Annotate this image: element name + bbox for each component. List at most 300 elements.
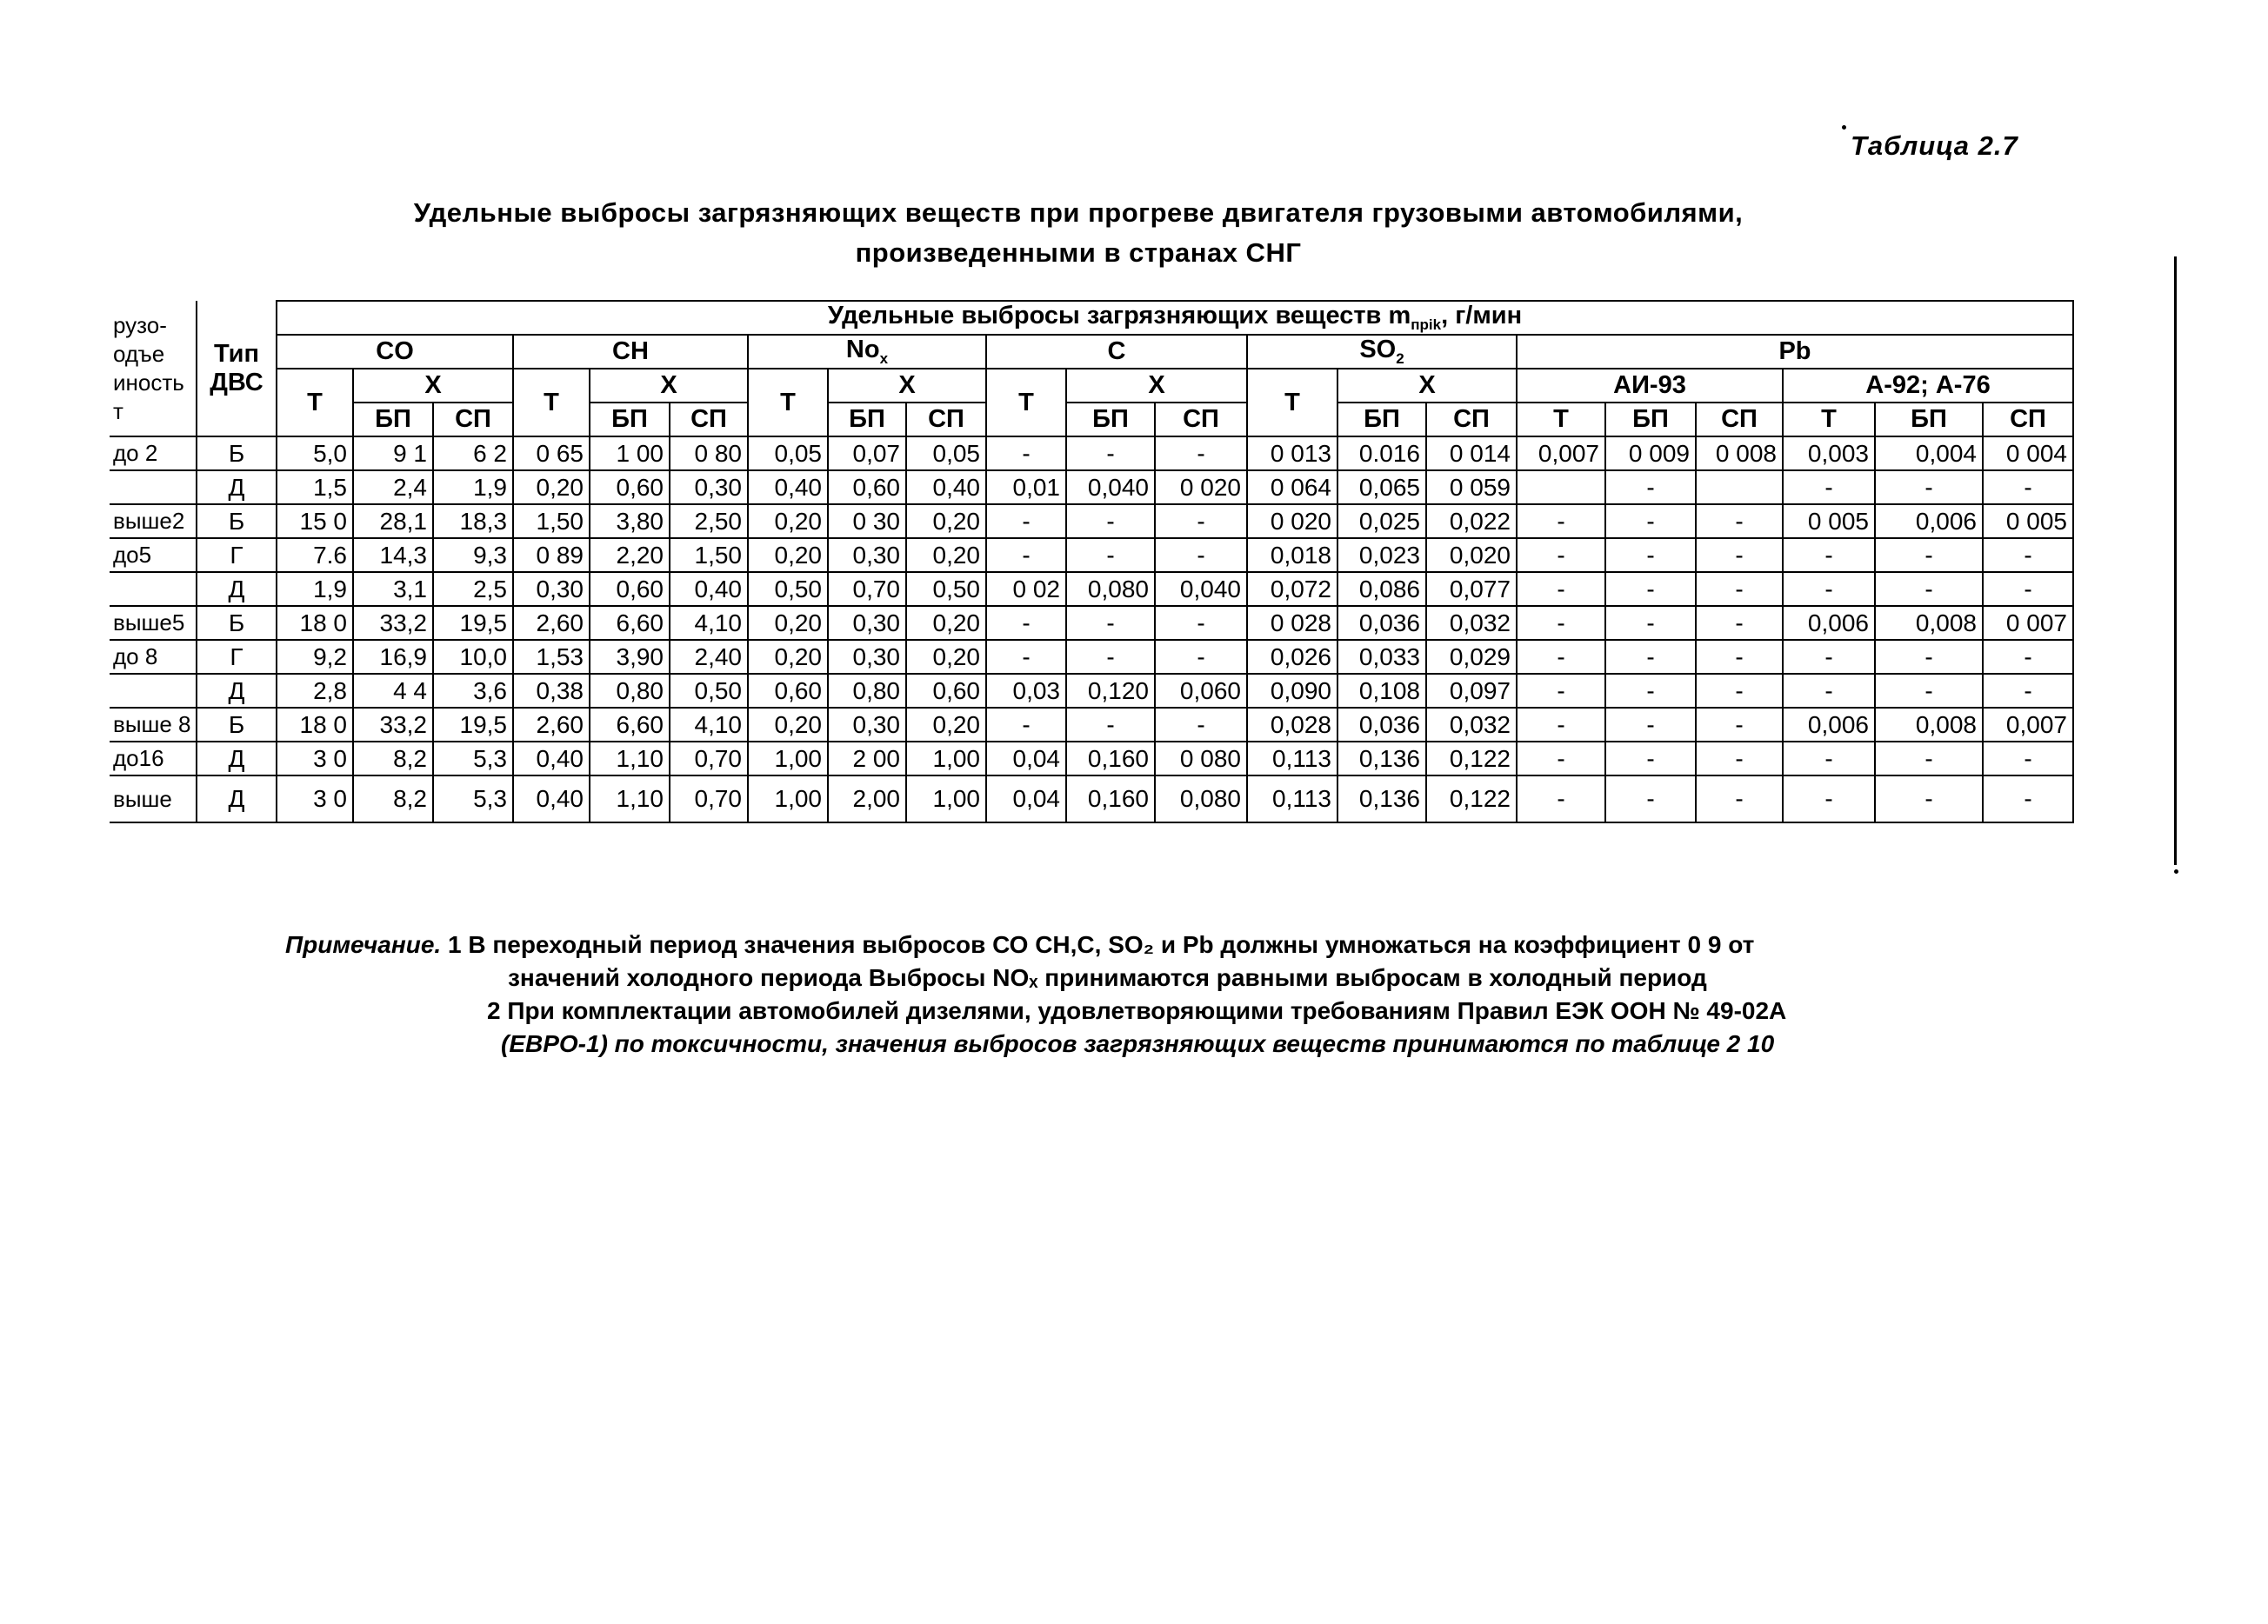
table-row	[110, 538, 2073, 572]
nox-t-cell: 1,00	[748, 742, 828, 775]
ch-header: CH	[513, 335, 748, 369]
nox-t-cell: 0,20	[748, 538, 828, 572]
c-x-sp-cell: 0,040	[1155, 572, 1247, 606]
so2-x-bp-cell: 0,033	[1337, 640, 1426, 674]
c-t-header: Т	[986, 369, 1066, 436]
ch-x-bp-cell: 2,20	[590, 538, 670, 572]
load-capacity-cell: до 8	[110, 640, 197, 674]
pb-ai93-x-sp-cell: -	[1696, 708, 1783, 742]
so2-x-bp-cell: 0,065	[1337, 470, 1426, 504]
load-capacity-cell	[110, 470, 197, 504]
nox-x-bp-cell: 2 00	[828, 742, 906, 775]
so2-x-bp-cell: 0,036	[1337, 708, 1426, 742]
so2-x-sp-cell: 0,122	[1426, 775, 1517, 822]
pb-a92-x-sp-cell: -	[1983, 742, 2073, 775]
pb-ai93-t-cell: -	[1517, 504, 1605, 538]
nox-t-cell: 0,20	[748, 708, 828, 742]
load-header-line: иность	[113, 369, 184, 396]
pb-ai93-t-cell: -	[1517, 775, 1605, 822]
co-t-cell: 1,9	[277, 572, 353, 606]
so2-x-sp-cell: 0,020	[1426, 538, 1517, 572]
so2-t-header: Т	[1247, 369, 1337, 436]
pb-header: Pb	[1517, 335, 2073, 369]
so2-t-cell: 0,113	[1247, 742, 1337, 775]
load-header-line: т	[113, 397, 123, 424]
pb-a92-x-bp-cell: -	[1875, 674, 1983, 708]
co-t-cell: 3 0	[277, 742, 353, 775]
c-x-sp-cell: 0,060	[1155, 674, 1247, 708]
c-x-bp-cell: -	[1066, 436, 1155, 470]
table-row	[110, 606, 2073, 640]
c-t-cell: 0 02	[986, 572, 1066, 606]
so2-x-bp-cell: 0,086	[1337, 572, 1426, 606]
page-edge-rule	[2174, 256, 2177, 865]
ch-x-sp-cell: 0,70	[670, 742, 748, 775]
pb-a92-t-cell: 0,006	[1783, 606, 1875, 640]
header-row-tx	[110, 369, 2073, 403]
engine-type-cell: Г	[197, 538, 277, 572]
co-t-cell: 1,5	[277, 470, 353, 504]
co-t-cell: 15 0	[277, 504, 353, 538]
pb-ai93-x-bp-cell: -	[1605, 775, 1696, 822]
c-t-cell: -	[986, 436, 1066, 470]
ch-x-bp-cell: 0,80	[590, 674, 670, 708]
co-t-cell: 18 0	[277, 606, 353, 640]
so2-t-cell: 0,018	[1247, 538, 1337, 572]
co-x-sp-cell: 19,5	[433, 708, 513, 742]
nox-t-cell: 0,20	[748, 640, 828, 674]
pb-ai93-t-cell: -	[1517, 640, 1605, 674]
note-line-2: значений холодного периода Выбросы NOₓ принимаются равными выбросам в холодный период	[508, 964, 1707, 991]
ch-t-cell: 0,40	[513, 775, 590, 822]
table-row	[110, 504, 2073, 538]
pb-ai93-x-bp-cell: -	[1605, 674, 1696, 708]
nox-x-bp-cell: 0,70	[828, 572, 906, 606]
so2-x-sp-cell: 0,029	[1426, 640, 1517, 674]
pb-a92-t-cell: 0,006	[1783, 708, 1875, 742]
co-t-header: Т	[277, 369, 353, 436]
c-t-cell: -	[986, 708, 1066, 742]
nox-t-cell: 0,20	[748, 504, 828, 538]
nox-t-cell: 0,05	[748, 436, 828, 470]
so2-t-cell: 0 013	[1247, 436, 1337, 470]
nox-header	[748, 335, 986, 369]
co-x-sp-cell: 5,3	[433, 775, 513, 822]
pb-a92-t-cell: -	[1783, 640, 1875, 674]
so2-x-sp-cell: 0,097	[1426, 674, 1517, 708]
ch-sp-header: СП	[670, 403, 748, 436]
pb-ai93-t-cell	[1517, 470, 1605, 504]
pb-ai93-t-cell: -	[1517, 572, 1605, 606]
pb-a92-x-sp-cell: 0 004	[1983, 436, 2073, 470]
co-t-cell: 18 0	[277, 708, 353, 742]
nox-x-bp-cell: 0,30	[828, 708, 906, 742]
table-row	[110, 708, 2073, 742]
so2-x-bp-cell: 0,025	[1337, 504, 1426, 538]
co-x-sp-cell: 9,3	[433, 538, 513, 572]
c-x-sp-cell: -	[1155, 436, 1247, 470]
table-body	[110, 301, 2073, 822]
so2-x-sp-cell: 0,032	[1426, 606, 1517, 640]
note-text-1: 1 В переходный период значения выбросов СО СН,С, SO₂ и Pb должны умножаться на коэффициент 0 9 от	[441, 931, 1755, 958]
so2-x-sp-cell: 0,022	[1426, 504, 1517, 538]
table-row	[110, 674, 2073, 708]
engine-type-cell: Б	[197, 606, 277, 640]
pb-a92-x-sp-cell: -	[1983, 538, 2073, 572]
ch-x-bp-cell: 1 00	[590, 436, 670, 470]
so2-x-bp-cell: 0,023	[1337, 538, 1426, 572]
co-x-sp-cell: 19,5	[433, 606, 513, 640]
load-capacity-cell: выше	[110, 775, 197, 822]
co-x-sp-cell: 3,6	[433, 674, 513, 708]
ch-t-cell: 0 89	[513, 538, 590, 572]
main-header-text: Удельные выбросы загрязняющих веществ m	[827, 302, 1411, 330]
pb-a92-x-bp-cell: 0,004	[1875, 436, 1983, 470]
nox-x-sp-cell: 0,20	[906, 538, 986, 572]
engine-type-cell: Б	[197, 708, 277, 742]
table-note	[285, 928, 1786, 1061]
so2-x-header: Х	[1337, 369, 1517, 403]
emissions-table-wrapper	[110, 300, 2074, 823]
c-x-bp-cell: 0,080	[1066, 572, 1155, 606]
nox-t-cell: 1,00	[748, 775, 828, 822]
nox-t-cell: 0,40	[748, 470, 828, 504]
pb-ai93-t-cell: -	[1517, 538, 1605, 572]
engine-type-cell: Д	[197, 742, 277, 775]
pb-a92-x-bp-cell: -	[1875, 640, 1983, 674]
main-header-subscript: прik	[1411, 316, 1442, 333]
ch-x-sp-cell: 2,50	[670, 504, 748, 538]
ch-x-sp-cell: 0,40	[670, 572, 748, 606]
table-row	[110, 775, 2073, 822]
nox-x-sp-cell: 0,60	[906, 674, 986, 708]
nox-bp-header: БП	[828, 403, 906, 436]
pb-ai93-t-cell: 0,007	[1517, 436, 1605, 470]
c-t-cell: -	[986, 606, 1066, 640]
ch-x-sp-cell: 4,10	[670, 708, 748, 742]
c-x-bp-cell: -	[1066, 606, 1155, 640]
c-t-cell: 0,04	[986, 742, 1066, 775]
nox-t-header: Т	[748, 369, 828, 436]
load-capacity-cell	[110, 572, 197, 606]
nox-x-sp-cell: 0,20	[906, 708, 986, 742]
engine-type-cell: Д	[197, 674, 277, 708]
c-x-sp-cell: 0 020	[1155, 470, 1247, 504]
engine-type-header	[197, 301, 277, 436]
pb-a92-x-sp-cell: -	[1983, 640, 2073, 674]
pb-a92-x-sp-cell: -	[1983, 572, 2073, 606]
pb-ai93-x-sp-cell: -	[1696, 640, 1783, 674]
co-t-cell: 5,0	[277, 436, 353, 470]
co-x-bp-cell: 8,2	[353, 775, 433, 822]
ch-x-sp-cell: 1,50	[670, 538, 748, 572]
c-t-cell: -	[986, 538, 1066, 572]
nox-x-bp-cell: 0,30	[828, 606, 906, 640]
c-sp-header: СП	[1155, 403, 1247, 436]
c-x-bp-cell: 0,160	[1066, 742, 1155, 775]
engine-type-cell: Б	[197, 436, 277, 470]
pb-ai93-x-bp-cell: -	[1605, 572, 1696, 606]
pb-a92-t-cell: -	[1783, 538, 1875, 572]
nox-x-sp-cell: 0,40	[906, 470, 986, 504]
ch-x-sp-cell: 0,30	[670, 470, 748, 504]
load-capacity-cell: до5	[110, 538, 197, 572]
pb-ai93-t-cell: -	[1517, 708, 1605, 742]
c-bp-header: БП	[1066, 403, 1155, 436]
so2-t-cell: 0 064	[1247, 470, 1337, 504]
pb-ai93-x-sp-cell: -	[1696, 504, 1783, 538]
pb-a92-header: А-92; А-76	[1783, 369, 2073, 403]
load-header-line: рузо-	[113, 311, 167, 338]
pb-a92-t-cell: -	[1783, 470, 1875, 504]
ch-t-header: Т	[513, 369, 590, 436]
pb-a92-x-sp-cell: -	[1983, 674, 2073, 708]
nox-x-sp-cell: 0,50	[906, 572, 986, 606]
pb-ai93-x-bp-cell: -	[1605, 538, 1696, 572]
so2-x-bp-cell: 0,108	[1337, 674, 1426, 708]
ch-x-bp-cell: 3,90	[590, 640, 670, 674]
c-x-sp-cell: -	[1155, 708, 1247, 742]
so2-t-cell: 0,028	[1247, 708, 1337, 742]
nox-x-bp-cell: 0,80	[828, 674, 906, 708]
c-x-bp-cell: -	[1066, 708, 1155, 742]
table-row	[110, 470, 2073, 504]
pb-ai93-t-cell: -	[1517, 674, 1605, 708]
so2-x-sp-cell: 0,122	[1426, 742, 1517, 775]
so2-t-cell: 0 020	[1247, 504, 1337, 538]
so2-t-cell: 0,026	[1247, 640, 1337, 674]
so2-t-cell: 0,090	[1247, 674, 1337, 708]
co-x-bp-cell: 28,1	[353, 504, 433, 538]
so2-header	[1247, 335, 1517, 369]
nox-subscript: x	[879, 349, 889, 367]
co-x-header: Х	[353, 369, 513, 403]
ch-t-cell: 2,60	[513, 606, 590, 640]
load-capacity-cell	[110, 674, 197, 708]
ch-x-header: Х	[590, 369, 748, 403]
engine-type-cell: Д	[197, 470, 277, 504]
scan-dot	[2174, 869, 2178, 874]
c-x-bp-cell: 0,040	[1066, 470, 1155, 504]
c-x-sp-cell: -	[1155, 606, 1247, 640]
pb-a92-t-cell: 0,003	[1783, 436, 1875, 470]
pb-ai93-x-sp-cell: -	[1696, 572, 1783, 606]
c-x-sp-cell: -	[1155, 504, 1247, 538]
ch-x-sp-cell: 0,70	[670, 775, 748, 822]
pb-ai93-x-bp-cell: 0 009	[1605, 436, 1696, 470]
co-x-sp-cell: 10,0	[433, 640, 513, 674]
pb-ai93-sp-header: СП	[1696, 403, 1783, 436]
nox-x-sp-cell: 1,00	[906, 775, 986, 822]
nox-x-header: Х	[828, 369, 986, 403]
nox-x-sp-cell: 0,20	[906, 606, 986, 640]
load-capacity-cell: до16	[110, 742, 197, 775]
ch-x-sp-cell: 4,10	[670, 606, 748, 640]
nox-x-sp-cell: 0,20	[906, 504, 986, 538]
load-header-line: одъе	[113, 340, 165, 367]
so2-x-bp-cell: 0,036	[1337, 606, 1426, 640]
ch-x-sp-cell: 2,40	[670, 640, 748, 674]
nox-x-sp-cell: 0,20	[906, 640, 986, 674]
table-row	[110, 572, 2073, 606]
pb-ai93-x-bp-cell: -	[1605, 504, 1696, 538]
pb-ai93-x-sp-cell: 0 008	[1696, 436, 1783, 470]
ch-x-bp-cell: 6,60	[590, 708, 670, 742]
engine-type-cell: Д	[197, 775, 277, 822]
engine-type-cell: Г	[197, 640, 277, 674]
ch-bp-header: БП	[590, 403, 670, 436]
type-header-line: ДВС	[210, 368, 263, 396]
pb-ai93-x-bp-cell: -	[1605, 606, 1696, 640]
pb-a92-t-header: Т	[1783, 403, 1875, 436]
nox-x-sp-cell: 1,00	[906, 742, 986, 775]
c-x-bp-cell: 0,120	[1066, 674, 1155, 708]
co-header: CO	[277, 335, 513, 369]
pb-a92-t-cell: -	[1783, 775, 1875, 822]
co-x-bp-cell: 33,2	[353, 606, 433, 640]
c-t-cell: 0,04	[986, 775, 1066, 822]
table-number: Таблица 2.7	[1851, 130, 2018, 161]
co-t-cell: 3 0	[277, 775, 353, 822]
load-capacity-cell: до 2	[110, 436, 197, 470]
engine-type-cell: Д	[197, 572, 277, 606]
pb-ai93-x-bp-cell: -	[1605, 640, 1696, 674]
co-bp-header: БП	[353, 403, 433, 436]
note-line-1	[285, 928, 1786, 962]
nox-t-cell: 0,50	[748, 572, 828, 606]
table-row	[110, 640, 2073, 674]
pb-ai93-x-sp-cell: -	[1696, 606, 1783, 640]
nox-x-bp-cell: 0,30	[828, 640, 906, 674]
pb-a92-t-cell: 0 005	[1783, 504, 1875, 538]
pb-a92-t-cell: -	[1783, 674, 1875, 708]
ch-x-bp-cell: 0,60	[590, 470, 670, 504]
co-x-bp-cell: 8,2	[353, 742, 433, 775]
main-header	[277, 301, 2073, 335]
nox-x-sp-cell: 0,05	[906, 436, 986, 470]
pb-a92-t-cell: -	[1783, 572, 1875, 606]
c-x-sp-cell: 0,080	[1155, 775, 1247, 822]
pb-ai93-x-sp-cell: -	[1696, 742, 1783, 775]
nox-t-cell: 0,60	[748, 674, 828, 708]
ch-t-cell: 2,60	[513, 708, 590, 742]
co-x-sp-cell: 6 2	[433, 436, 513, 470]
pb-ai93-x-bp-cell: -	[1605, 708, 1696, 742]
pb-ai93-x-sp-cell	[1696, 470, 1783, 504]
pb-a92-sp-header: СП	[1983, 403, 2073, 436]
pb-ai93-t-cell: -	[1517, 606, 1605, 640]
nox-x-bp-cell: 2,00	[828, 775, 906, 822]
so2-t-cell: 0,072	[1247, 572, 1337, 606]
ch-x-bp-cell: 1,10	[590, 742, 670, 775]
co-x-sp-cell: 1,9	[433, 470, 513, 504]
pb-a92-x-bp-cell: 0,006	[1875, 504, 1983, 538]
c-t-cell: -	[986, 640, 1066, 674]
pb-a92-x-bp-cell: 0,008	[1875, 606, 1983, 640]
co-t-cell: 9,2	[277, 640, 353, 674]
ch-t-cell: 0,20	[513, 470, 590, 504]
ch-x-bp-cell: 0,60	[590, 572, 670, 606]
pb-a92-x-bp-cell: -	[1875, 470, 1983, 504]
load-capacity-cell: выше 8	[110, 708, 197, 742]
ch-t-cell: 0,30	[513, 572, 590, 606]
co-x-sp-cell: 2,5	[433, 572, 513, 606]
co-x-bp-cell: 4 4	[353, 674, 433, 708]
c-x-bp-cell: 0,160	[1066, 775, 1155, 822]
co-t-cell: 7.6	[277, 538, 353, 572]
c-x-header: Х	[1066, 369, 1247, 403]
nox-x-bp-cell: 0 30	[828, 504, 906, 538]
table-row	[110, 436, 2073, 470]
nox-x-bp-cell: 0,30	[828, 538, 906, 572]
c-header: C	[986, 335, 1247, 369]
c-x-bp-cell: -	[1066, 640, 1155, 674]
pb-a92-x-bp-cell: -	[1875, 742, 1983, 775]
c-t-cell: 0,03	[986, 674, 1066, 708]
pb-a92-x-sp-cell: 0,007	[1983, 708, 2073, 742]
co-x-bp-cell: 16,9	[353, 640, 433, 674]
so2-x-sp-cell: 0 014	[1426, 436, 1517, 470]
so2-x-bp-cell: 0,136	[1337, 775, 1426, 822]
header-row-main	[110, 301, 2073, 335]
pb-a92-x-sp-cell: 0 005	[1983, 504, 2073, 538]
pb-a92-x-bp-cell: -	[1875, 572, 1983, 606]
so2-sp-header: СП	[1426, 403, 1517, 436]
pb-ai93-t-header: Т	[1517, 403, 1605, 436]
co-x-sp-cell: 5,3	[433, 742, 513, 775]
so2-x-bp-cell: 0.016	[1337, 436, 1426, 470]
pb-ai93-x-sp-cell: -	[1696, 775, 1783, 822]
pb-ai93-t-cell: -	[1517, 742, 1605, 775]
note-line-3: 2 При комплектации автомобилей дизелями, удовлетворяющими требованиям Правил ЕЭК ООН № 49-02А	[487, 997, 1787, 1024]
nox-sp-header: СП	[906, 403, 986, 436]
load-capacity-header	[110, 301, 197, 436]
ch-t-cell: 1,50	[513, 504, 590, 538]
co-x-bp-cell: 2,4	[353, 470, 433, 504]
note-line-4: (ЕВРО-1) по токсичности, значения выбросов загрязняющих веществ принимаются по таблице 2 10	[501, 1030, 1775, 1057]
co-x-bp-cell: 3,1	[353, 572, 433, 606]
co-t-cell: 2,8	[277, 674, 353, 708]
load-capacity-cell: выше5	[110, 606, 197, 640]
nox-label: No	[845, 336, 880, 364]
type-header-line: Тип	[214, 339, 259, 368]
co-x-bp-cell: 14,3	[353, 538, 433, 572]
so2-t-cell: 0 028	[1247, 606, 1337, 640]
ch-x-bp-cell: 1,10	[590, 775, 670, 822]
ch-x-bp-cell: 6,60	[590, 606, 670, 640]
pb-a92-x-sp-cell: 0 007	[1983, 606, 2073, 640]
pb-a92-x-bp-cell: -	[1875, 538, 1983, 572]
c-x-sp-cell: 0 080	[1155, 742, 1247, 775]
ch-t-cell: 0,40	[513, 742, 590, 775]
ch-t-cell: 0 65	[513, 436, 590, 470]
scan-dot	[1842, 125, 1846, 130]
pb-ai93-x-sp-cell: -	[1696, 538, 1783, 572]
c-x-sp-cell: -	[1155, 640, 1247, 674]
ch-x-sp-cell: 0,50	[670, 674, 748, 708]
c-t-cell: -	[986, 504, 1066, 538]
nox-x-bp-cell: 0,07	[828, 436, 906, 470]
co-x-bp-cell: 33,2	[353, 708, 433, 742]
title-line-2: произведенными в странах СНГ	[855, 237, 1302, 268]
pb-ai93-bp-header: БП	[1605, 403, 1696, 436]
note-label: Примечание.	[285, 931, 442, 958]
header-row-pollutants	[110, 335, 2073, 369]
emissions-table	[110, 300, 2074, 823]
pb-a92-x-sp-cell: -	[1983, 775, 2073, 822]
pb-ai93-header: АИ-93	[1517, 369, 1783, 403]
so2-bp-header: БП	[1337, 403, 1426, 436]
